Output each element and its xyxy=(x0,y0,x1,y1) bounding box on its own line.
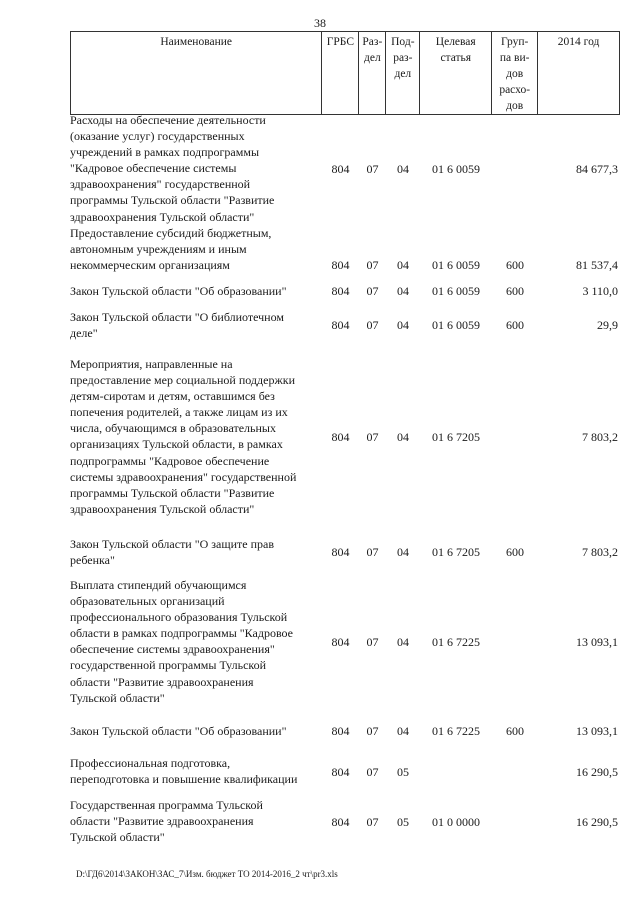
row-razdel: 07 xyxy=(366,765,379,779)
row-name: Закон Тульской области "Об образовании" xyxy=(70,724,287,738)
row-name: Расходы на обеспечение деятельности (оказание услуг) государственных учреждений в рамках подпрограммы "Кадровое обеспечение системы здравоохранения" государственной программы Тульской области "Развитие здравоохранения Тульской области" xyxy=(70,113,275,224)
header-target: Целевая статья xyxy=(420,32,492,115)
header-name: Наименование xyxy=(71,32,322,115)
row-razdel: 07 xyxy=(366,318,379,332)
header-group: Груп- па ви- дов расхо- дов xyxy=(492,32,538,115)
header-grbs: ГРБС xyxy=(322,32,359,115)
row-podrazdel: 05 xyxy=(397,815,409,829)
row-group: 600 xyxy=(506,545,524,559)
row-amount: 13 093,1 xyxy=(576,635,618,649)
row-target: 01 6 7205 xyxy=(432,545,480,559)
row-podrazdel: 04 xyxy=(397,318,409,332)
row-amount: 16 290,5 xyxy=(576,815,618,829)
row-amount: 7 803,2 xyxy=(582,545,618,559)
row-grbs: 804 xyxy=(331,545,350,559)
row-podrazdel: 04 xyxy=(397,258,409,272)
row-group: 600 xyxy=(506,258,524,272)
header-razdel: Раз- дел xyxy=(359,32,386,115)
row-grbs: 804 xyxy=(331,430,350,444)
row-group: 600 xyxy=(506,284,524,298)
row-group: 600 xyxy=(506,724,524,738)
row-razdel: 07 xyxy=(366,284,379,298)
row-name: Профессиональная подготовка, переподготовка и повышение квалификации xyxy=(70,756,298,787)
row-podrazdel: 04 xyxy=(397,162,409,176)
row-razdel: 07 xyxy=(366,258,379,272)
header-podrazdel: Под- раз- дел xyxy=(386,32,420,115)
row-razdel: 07 xyxy=(366,430,379,444)
row-target: 01 6 7205 xyxy=(432,430,480,444)
file-path-footer: D:\ГД6\2014\ЗАКОН\ЗАС_7\Изм. бюджет ТО 2014-2016_2 чт\pr3.xls xyxy=(76,869,338,879)
row-name: Выплата стипендий обучающимся образовательных организаций профессионального образования Тульской области в рамках подпрограммы "Кадровое обеспечение системы здравоохранения" государственной программы Тульской области "Развитие здравоохранения Тульской области" xyxy=(70,578,294,705)
row-name: Мероприятия, направленные на предоставление мер социальной поддержки детям-сиротам и детям, оставшимся без попечения родителей, а также лицам из их числа, обучающимся в образовательных организациях Тульской области, в рамках подпрограммы "Кадровое обеспечение системы здравоохранения" государственной программы Тульской области "Развитие здравоохранения Тульской области" xyxy=(70,357,297,516)
row-podrazdel: 04 xyxy=(397,635,409,649)
row-razdel: 07 xyxy=(366,635,379,649)
row-name: Закон Тульской области "Об образовании" xyxy=(70,284,287,298)
row-target: 01 6 7225 xyxy=(432,724,480,738)
row-razdel: 07 xyxy=(366,815,379,829)
row-name: Государственная программа Тульской области "Развитие здравоохранения Тульской области" xyxy=(70,798,263,845)
row-amount: 81 537,4 xyxy=(576,258,618,272)
row-amount: 13 093,1 xyxy=(576,724,618,738)
row-grbs: 804 xyxy=(331,284,350,298)
row-target: 01 6 7225 xyxy=(432,635,480,649)
row-podrazdel: 04 xyxy=(397,430,409,444)
page-number: 38 xyxy=(314,16,326,30)
row-amount: 84 677,3 xyxy=(576,162,618,176)
row-grbs: 804 xyxy=(331,815,350,829)
row-podrazdel: 05 xyxy=(397,765,409,779)
row-target: 01 6 0059 xyxy=(432,318,480,332)
row-grbs: 804 xyxy=(331,765,350,779)
row-amount: 16 290,5 xyxy=(576,765,618,779)
table-header xyxy=(70,31,620,115)
row-grbs: 804 xyxy=(331,162,350,176)
header-year: 2014 год xyxy=(538,32,620,115)
row-podrazdel: 04 xyxy=(397,724,409,738)
row-grbs: 804 xyxy=(331,258,350,272)
row-name: Закон Тульской области "О защите прав ребенка" xyxy=(70,537,275,568)
row-amount: 3 110,0 xyxy=(582,284,618,298)
row-amount: 29,9 xyxy=(597,318,618,332)
row-razdel: 07 xyxy=(366,545,379,559)
row-razdel: 07 xyxy=(366,162,379,176)
row-grbs: 804 xyxy=(331,724,350,738)
row-amount: 7 803,2 xyxy=(582,430,618,444)
row-razdel: 07 xyxy=(366,724,379,738)
row-target: 01 6 0059 xyxy=(432,258,480,272)
row-group: 600 xyxy=(506,318,524,332)
row-podrazdel: 04 xyxy=(397,284,409,298)
row-name: Закон Тульской области "О библиотечном деле" xyxy=(70,310,284,341)
row-target: 01 0 0000 xyxy=(432,815,480,829)
row-target: 01 6 0059 xyxy=(432,162,480,176)
row-grbs: 804 xyxy=(331,318,350,332)
row-target: 01 6 0059 xyxy=(432,284,480,298)
row-podrazdel: 04 xyxy=(397,545,409,559)
row-grbs: 804 xyxy=(331,635,350,649)
row-name: Предоставление субсидий бюджетным, автономным учреждениям и иным некоммерческим организациям xyxy=(70,226,272,273)
